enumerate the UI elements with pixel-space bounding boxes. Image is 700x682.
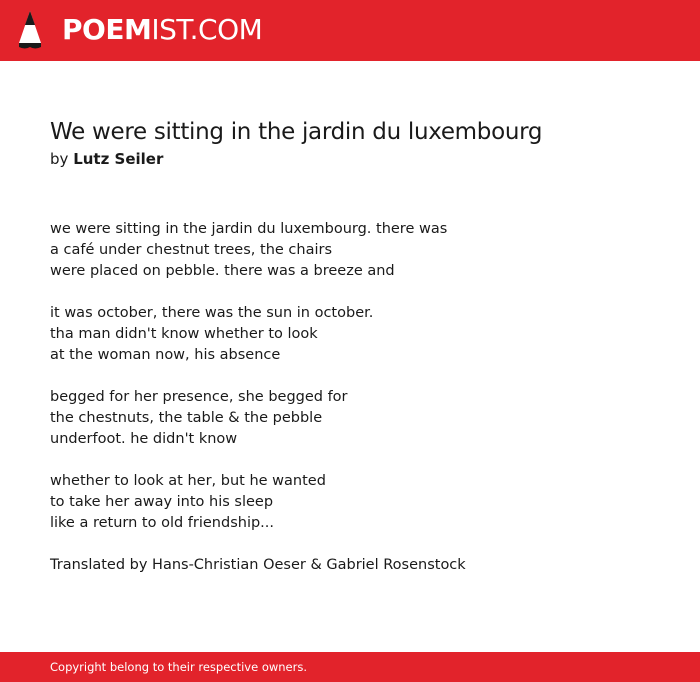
author-link[interactable]: Lutz Seiler xyxy=(73,150,164,168)
poem-line: tha man didn't know whether to look xyxy=(50,326,318,342)
byline xyxy=(50,149,163,169)
stanza xyxy=(50,387,650,450)
logo-text-bold: POEM xyxy=(62,13,152,46)
poem-line: underfoot. he didn't know xyxy=(50,431,238,447)
poem-line: like a return to old friendship... xyxy=(50,515,274,531)
stanza xyxy=(50,471,650,534)
poem-line: a café under chestnut trees, the chairs xyxy=(50,242,332,258)
translator-note: Translated by Hans-Christian Oeser & Gabriel Rosenstock xyxy=(50,557,466,573)
poem-title: We were sitting in the jardin du luxembourg xyxy=(50,119,543,145)
stanza xyxy=(50,303,650,366)
poem-line: were placed on pebble. there was a breeze and xyxy=(50,263,395,279)
poem-line: begged for her presence, she begged for xyxy=(50,389,348,405)
poem-body xyxy=(50,219,650,576)
poem-line: the chestnuts, the table & the pebble xyxy=(50,410,323,426)
poem-line: it was october, there was the sun in october. xyxy=(50,305,374,321)
poem-line: we were sitting in the jardin du luxembourg. there was xyxy=(50,221,448,237)
poem-line: to take her away into his sleep xyxy=(50,494,274,510)
site-header xyxy=(0,0,700,61)
copyright-text: Copyright belong to their respective owners. xyxy=(50,660,308,674)
logo-text-rest: IST.COM xyxy=(151,13,263,46)
pencil-tip-icon xyxy=(16,9,44,51)
site-footer xyxy=(0,652,700,682)
site-logo-text xyxy=(62,13,262,47)
stanza xyxy=(50,219,650,282)
by-label: by xyxy=(50,150,69,168)
poem-line: whether to look at her, but he wanted xyxy=(50,473,326,489)
poem-line: at the woman now, his absence xyxy=(50,347,281,363)
